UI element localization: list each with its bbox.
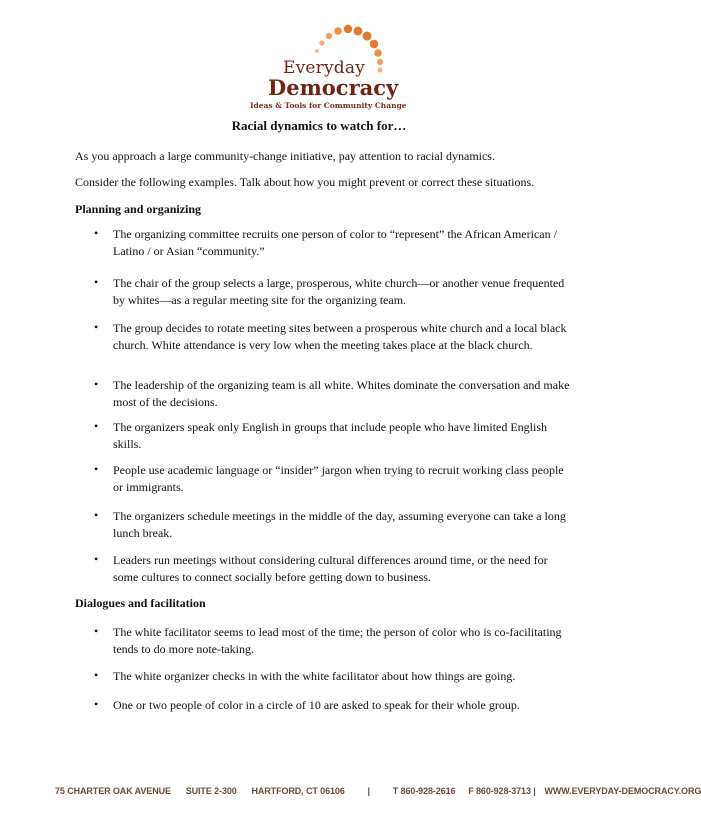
section-heading-planning: Planning and organizing xyxy=(75,202,202,216)
footer-address: 75 CHARTER OAK AVENUE xyxy=(55,786,171,796)
logo-word-democracy: Democracy xyxy=(268,75,399,100)
section-heading-dialogues: Dialogues and facilitation xyxy=(75,596,206,610)
bullet-icon: • xyxy=(94,697,99,711)
list-item: The chair of the group selects a large, prosperous, white church—or another venue frequented by whites—as a regular meeting site for the organizing team. xyxy=(113,276,565,307)
bullet-icon: • xyxy=(94,226,99,240)
intro-paragraph-1: As you approach a large community-change initiative, pay attention to racial dynamics. xyxy=(75,149,495,163)
footer-suite: SUITE 2-300 xyxy=(185,786,237,796)
logo-tagline: Ideas & Tools for Community Change xyxy=(250,101,407,110)
footer-fax: F 860-928-3713 | xyxy=(468,786,536,796)
list-item: The organizers schedule meetings in the middle of the day, assuming everyone can take a long lunch break. xyxy=(113,509,566,540)
bullet-icon: • xyxy=(94,377,99,391)
footer-phone: T 860-928-2616 xyxy=(392,786,456,796)
footer-website-link[interactable]: WWW.EVERYDAY-DEMOCRACY.ORG xyxy=(544,786,701,796)
intro-paragraph-2: Consider the following examples. Talk about how you might prevent or correct these situations. xyxy=(75,175,535,189)
bullet-icon: • xyxy=(94,668,99,682)
bullet-icon: • xyxy=(94,552,99,566)
footer-city: HARTFORD, CT 06106 xyxy=(251,786,345,796)
bullet-icon: • xyxy=(94,508,99,522)
list-item: The white facilitator seems to lead most of the time; the person of color who is co-facilitating tends to do more note-taking. xyxy=(113,625,562,656)
bullet-icon: • xyxy=(94,419,99,433)
logo-word-everyday: Everyday xyxy=(283,58,366,78)
bullet-icon: • xyxy=(94,275,99,289)
bullet-icon: • xyxy=(94,624,99,638)
document-title: Racial dynamics to watch for… xyxy=(231,118,407,133)
list-item: Leaders run meetings without considering cultural differences around time, or the need for some cultures to connect socially before getting down to business. xyxy=(113,553,548,584)
bullet-icon: • xyxy=(94,320,99,334)
footer-contact-bar xyxy=(55,786,701,796)
list-item: One or two people of color in a circle of 10 are asked to speak for their whole group. xyxy=(113,698,520,712)
bullet-icon: • xyxy=(94,462,99,476)
list-item: The leadership of the organizing team is all white. Whites dominate the conversation and make most of the decisions. xyxy=(113,378,570,409)
list-item: People use academic language or “insider” jargon when trying to recruit working class people or immigrants. xyxy=(113,463,564,494)
everyday-democracy-logo xyxy=(250,20,407,110)
list-item: The organizing committee recruits one person of color to “represent” the African American / Latino / or Asian “community.” xyxy=(113,227,557,258)
footer-separator: | xyxy=(367,786,370,796)
list-item: The organizers speak only English in groups that include people who have limited English skills. xyxy=(113,420,548,451)
list-item: The group decides to rotate meeting sites between a prosperous white church and a local black church. White attendance is very low when the meeting takes place at the black church. xyxy=(113,321,567,352)
list-item: The white organizer checks in with the white facilitator about how things are going. xyxy=(113,669,516,683)
